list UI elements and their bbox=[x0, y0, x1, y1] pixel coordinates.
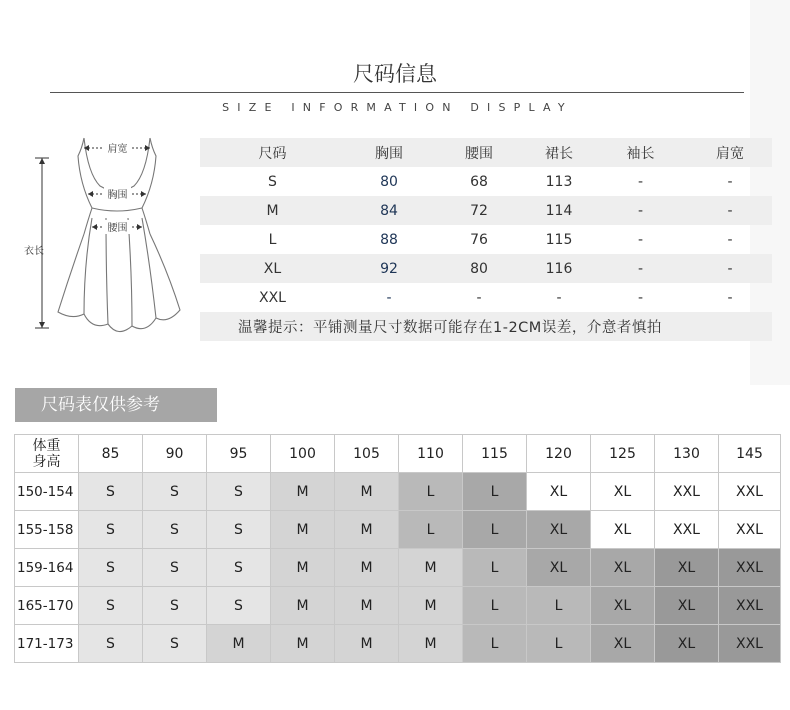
size-cell: XL bbox=[263, 260, 282, 277]
weight-header: 100 bbox=[271, 435, 335, 473]
height-range-cell: 155-158 bbox=[15, 511, 79, 549]
size-recommendation-cell: S bbox=[207, 473, 271, 511]
bust-cell: 84 bbox=[380, 202, 398, 219]
size-table-header bbox=[200, 138, 772, 167]
size-recommendation-cell: XL bbox=[655, 587, 719, 625]
weight-header: 110 bbox=[399, 435, 463, 473]
size-recommendation-cell: M bbox=[271, 625, 335, 663]
size-recommendation-cell: S bbox=[143, 587, 207, 625]
length-cell: 114 bbox=[545, 202, 573, 219]
grid-row bbox=[15, 587, 781, 625]
waist-label: 腰围 bbox=[107, 223, 128, 234]
header-size: 尺码 bbox=[258, 145, 287, 162]
header-sleeve: 袖长 bbox=[626, 145, 655, 162]
height-range-cell: 171-173 bbox=[15, 625, 79, 663]
bust-cell: 80 bbox=[380, 173, 398, 190]
sleeve-cell: - bbox=[637, 289, 644, 306]
page-subtitle: SIZE INFORMATION DISPLAY bbox=[222, 101, 573, 114]
weight-header: 105 bbox=[335, 435, 399, 473]
reference-chart-header: 尺码表仅供参考 bbox=[15, 388, 217, 422]
length-cell: 115 bbox=[545, 231, 573, 248]
size-recommendation-cell: S bbox=[207, 511, 271, 549]
weight-header: 115 bbox=[463, 435, 527, 473]
size-row-s bbox=[200, 167, 772, 196]
header-waist: 腰围 bbox=[465, 145, 493, 162]
size-recommendation-cell: XXL bbox=[719, 511, 781, 549]
dress-measurement-diagram bbox=[22, 134, 207, 344]
size-row-l bbox=[200, 225, 772, 254]
size-cell: M bbox=[266, 202, 279, 219]
size-recommendation-cell: S bbox=[207, 549, 271, 587]
size-info-table bbox=[200, 138, 772, 341]
weight-header: 120 bbox=[527, 435, 591, 473]
size-row-m bbox=[200, 196, 772, 225]
grid-row bbox=[15, 549, 781, 587]
size-recommendation-cell: M bbox=[271, 549, 335, 587]
weight-label: 体重 bbox=[32, 437, 61, 454]
shoulder-cell: - bbox=[727, 231, 733, 248]
height-range-cell: 150-154 bbox=[15, 473, 79, 511]
weight-header: 130 bbox=[655, 435, 719, 473]
size-recommendation-cell: L bbox=[527, 625, 591, 663]
sleeve-cell: - bbox=[637, 260, 644, 277]
size-recommendation-cell: S bbox=[143, 473, 207, 511]
length-cell: 113 bbox=[545, 173, 573, 190]
size-recommendation-cell: S bbox=[79, 587, 143, 625]
size-recommendation-cell: M bbox=[271, 473, 335, 511]
header-skirt-length: 裙长 bbox=[545, 145, 573, 162]
sleeve-cell: - bbox=[637, 231, 644, 248]
waist-cell: 80 bbox=[470, 260, 488, 277]
grid-corner bbox=[15, 435, 79, 473]
waist-cell: 76 bbox=[470, 231, 488, 248]
height-range-cell: 165-170 bbox=[15, 587, 79, 625]
size-recommendation-cell: M bbox=[399, 549, 463, 587]
height-range-cell: 159-164 bbox=[15, 549, 79, 587]
size-recommendation-cell: S bbox=[79, 511, 143, 549]
sleeve-cell: - bbox=[637, 173, 644, 190]
size-cell: L bbox=[268, 231, 277, 248]
size-recommendation-cell: S bbox=[143, 549, 207, 587]
waist-cell: 68 bbox=[470, 173, 488, 190]
weight-header: 85 bbox=[79, 435, 143, 473]
height-label: 身高 bbox=[32, 453, 61, 470]
size-recommendation-cell: L bbox=[463, 587, 527, 625]
size-recommendation-cell: L bbox=[463, 511, 527, 549]
shoulder-cell: - bbox=[727, 260, 733, 277]
size-recommendation-cell: M bbox=[399, 625, 463, 663]
size-recommendation-cell: M bbox=[335, 587, 399, 625]
size-recommendation-cell: S bbox=[207, 587, 271, 625]
size-recommendation-cell: XL bbox=[591, 473, 655, 511]
size-recommendation-cell: M bbox=[271, 511, 335, 549]
shoulder-cell: - bbox=[727, 173, 733, 190]
size-recommendation-cell: M bbox=[399, 587, 463, 625]
size-recommendation-cell: M bbox=[271, 587, 335, 625]
title-divider bbox=[50, 92, 744, 93]
size-recommendation-cell: M bbox=[335, 625, 399, 663]
length-label: 衣长 bbox=[24, 246, 44, 257]
grid-row bbox=[15, 511, 781, 549]
size-recommendation-cell: M bbox=[335, 511, 399, 549]
size-cell: S bbox=[268, 173, 277, 190]
waist-cell: - bbox=[476, 289, 482, 306]
size-recommendation-cell: XXL bbox=[655, 511, 719, 549]
shoulder-cell: - bbox=[727, 202, 733, 219]
grid-header-row bbox=[15, 435, 781, 473]
shoulder-cell: - bbox=[727, 289, 733, 306]
header-shoulder: 肩宽 bbox=[716, 145, 744, 162]
size-recommendation-cell: XXL bbox=[719, 587, 781, 625]
size-row-xxl bbox=[200, 283, 772, 312]
size-recommendation-cell: M bbox=[335, 549, 399, 587]
grid-row bbox=[15, 625, 781, 663]
size-recommendation-cell: L bbox=[463, 473, 527, 511]
bust-label: 胸围 bbox=[107, 190, 128, 201]
size-cell: XXL bbox=[259, 289, 286, 306]
page-title: 尺码信息 bbox=[353, 62, 437, 86]
bust-cell: 88 bbox=[380, 231, 398, 248]
bust-cell: 92 bbox=[380, 260, 398, 277]
length-cell: - bbox=[556, 289, 562, 306]
grid-row bbox=[15, 473, 781, 511]
size-recommendation-cell: XXL bbox=[655, 473, 719, 511]
size-recommendation-cell: S bbox=[143, 511, 207, 549]
size-recommendation-cell: S bbox=[79, 625, 143, 663]
size-recommendation-cell: XL bbox=[591, 549, 655, 587]
size-recommendation-cell: XL bbox=[591, 587, 655, 625]
measurement-tip: 温馨提示：平铺测量尺寸数据可能存在1-2CM误差，介意者慎拍 bbox=[200, 312, 772, 341]
size-recommendation-cell: XL bbox=[527, 549, 591, 587]
size-recommendation-cell: XL bbox=[527, 473, 591, 511]
size-recommendation-cell: XL bbox=[591, 511, 655, 549]
waist-cell: 72 bbox=[470, 202, 488, 219]
header-bust: 胸围 bbox=[375, 145, 403, 162]
weight-header: 145 bbox=[719, 435, 781, 473]
shoulder-label: 肩宽 bbox=[107, 144, 128, 155]
size-recommendation-cell: L bbox=[399, 511, 463, 549]
size-recommendation-cell: XL bbox=[527, 511, 591, 549]
size-row-xl bbox=[200, 254, 772, 283]
size-recommendation-cell: S bbox=[143, 625, 207, 663]
size-recommendation-cell: L bbox=[527, 587, 591, 625]
size-recommendation-cell: XL bbox=[655, 549, 719, 587]
size-recommendation-cell: S bbox=[79, 473, 143, 511]
size-recommendation-cell: XXL bbox=[719, 473, 781, 511]
size-recommendation-cell: XXL bbox=[719, 549, 781, 587]
height-weight-size-grid bbox=[14, 434, 781, 663]
size-recommendation-cell: L bbox=[463, 549, 527, 587]
size-recommendation-cell: S bbox=[79, 549, 143, 587]
size-recommendation-cell: L bbox=[463, 625, 527, 663]
size-recommendation-cell: XXL bbox=[719, 625, 781, 663]
size-recommendation-cell: XL bbox=[591, 625, 655, 663]
size-recommendation-cell: XL bbox=[655, 625, 719, 663]
length-cell: 116 bbox=[545, 260, 573, 277]
size-recommendation-cell: M bbox=[207, 625, 271, 663]
sleeve-cell: - bbox=[637, 202, 644, 219]
bust-cell: - bbox=[386, 289, 392, 306]
weight-header: 95 bbox=[207, 435, 271, 473]
weight-header: 90 bbox=[143, 435, 207, 473]
size-recommendation-cell: M bbox=[335, 473, 399, 511]
size-recommendation-cell: L bbox=[399, 473, 463, 511]
weight-header: 125 bbox=[591, 435, 655, 473]
